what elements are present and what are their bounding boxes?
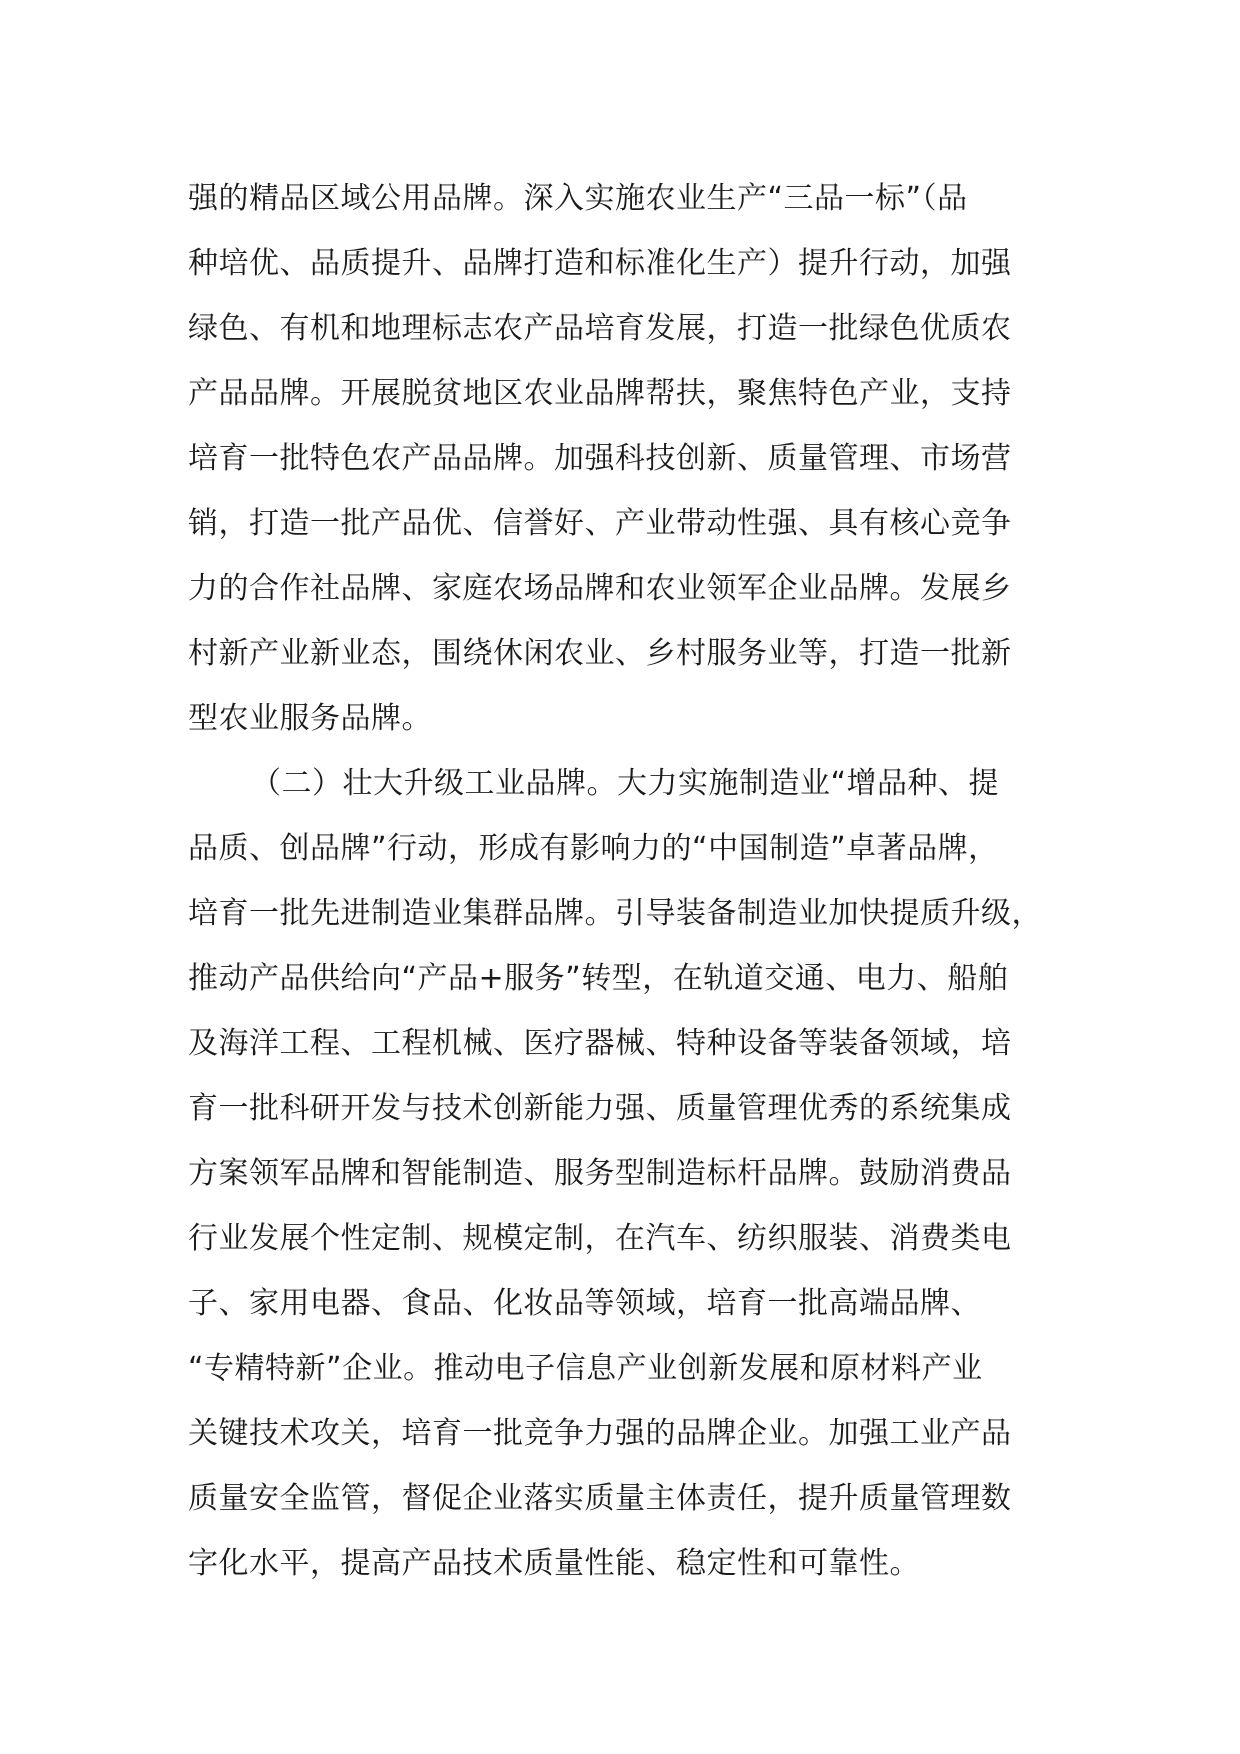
text-line: （二）壮大升级工业品牌。大力实施制造业“增品种、提 bbox=[251, 766, 1000, 801]
paragraph-industrial-brands bbox=[188, 751, 1068, 1596]
text-line: 关键技术攻关，培育一批竞争力强的品牌企业。加强工业产品 bbox=[188, 1416, 1012, 1451]
text-line: 力的合作社品牌、家庭农场品牌和农业领军企业品牌。发展乡 bbox=[188, 571, 1012, 606]
text-line: 推动产品供给向“产品+服务”转型，在轨道交通、电力、船舶 bbox=[188, 961, 1009, 996]
text-line: 产品品牌。开展脱贫地区农业品牌帮扶，聚焦特色产业，支持 bbox=[188, 376, 1012, 411]
text-line: 质量安全监管，督促企业落实质量主体责任，提升质量管理数 bbox=[188, 1481, 1012, 1516]
paragraph-agriculture-brands bbox=[188, 166, 1068, 751]
text-line: 字化水平，提高产品技术质量性能、稳定性和可靠性。 bbox=[188, 1546, 920, 1581]
text-line: 培育一批特色农产品品牌。加强科技创新、质量管理、市场营 bbox=[188, 441, 1012, 476]
text-line: 行业发展个性定制、规模定制，在汽车、纺织服装、消费类电 bbox=[188, 1221, 1012, 1256]
text-line: 种培优、品质提升、品牌打造和标准化生产）提升行动，加强 bbox=[188, 246, 1012, 281]
text-line: 及海洋工程、工程机械、医疗器械、特种设备等装备领域，培 bbox=[188, 1026, 1012, 1061]
text-line: 品质、创品牌”行动，形成有影响力的“中国制造”卓著品牌， bbox=[188, 831, 999, 866]
text-line: 培育一批先进制造业集群品牌。引导装备制造业加快提质升级， bbox=[188, 896, 1042, 931]
text-line: 方案领军品牌和智能制造、服务型制造标杆品牌。鼓励消费品 bbox=[188, 1156, 1012, 1191]
text-line: 销，打造一批产品优、信誉好、产业带动性强、具有核心竞争 bbox=[188, 506, 1012, 541]
text-line: 强的精品区域公用品牌。深入实施农业生产“三品一标”（品 bbox=[188, 181, 968, 216]
text-line: 育一批科研开发与技术创新能力强、质量管理优秀的系统集成 bbox=[188, 1091, 1012, 1126]
text-line: 绿色、有机和地理标志农产品培育发展，打造一批绿色优质农 bbox=[188, 311, 1012, 346]
text-line: “专精特新”企业。推动电子信息产业创新发展和原材料产业 bbox=[188, 1351, 983, 1386]
text-line: 子、家用电器、食品、化妆品等领域，培育一批高端品牌、 bbox=[188, 1286, 981, 1321]
text-line: 型农业服务品牌。 bbox=[188, 701, 432, 736]
text-line: 村新产业新业态，围绕休闲农业、乡村服务业等，打造一批新 bbox=[188, 636, 1012, 671]
document-body bbox=[188, 166, 1068, 1596]
